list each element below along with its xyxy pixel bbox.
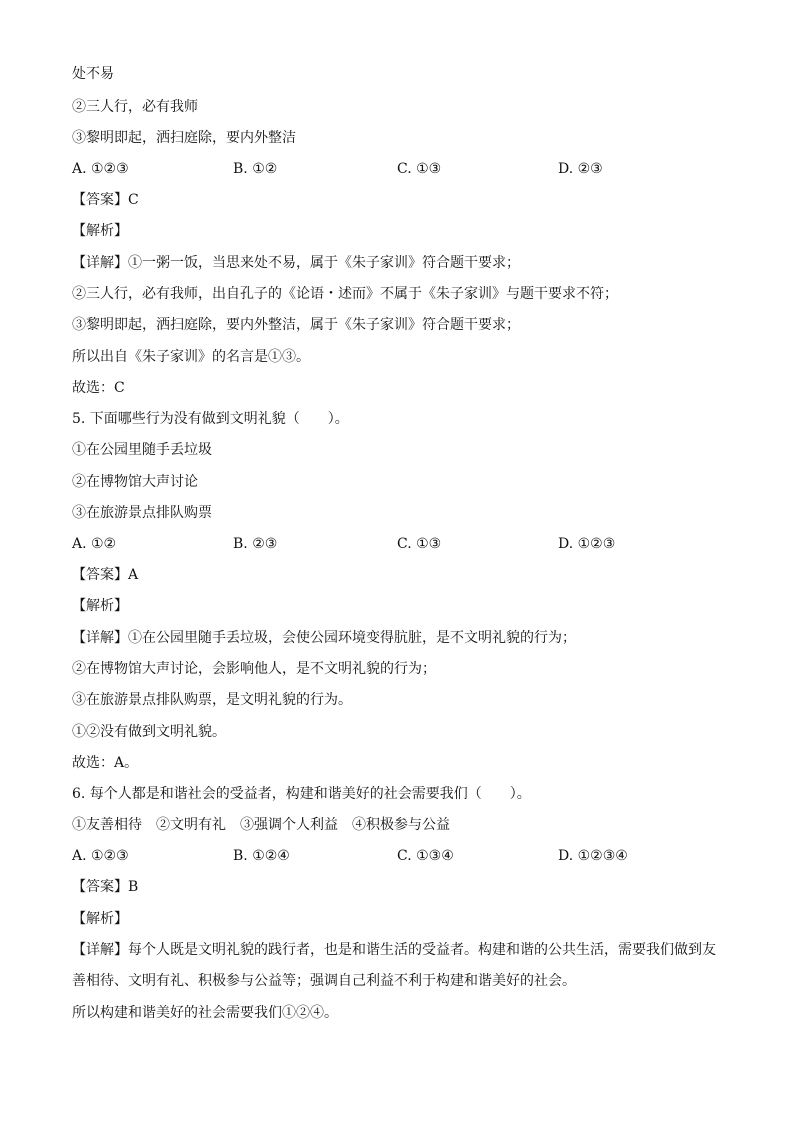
q5-options — [72, 534, 722, 554]
q5-detail-line-2: ②在博物馆大声讨论，会影响他人，是不文明礼貌的行为； — [72, 661, 436, 677]
q4-analysis-tag: 【解析】 — [72, 223, 128, 239]
q4-option-b: B. ①② — [233, 161, 278, 177]
q4-conclusion: 故选：C — [72, 380, 125, 396]
q6-detail-line-3: 所以构建和谐美好的社会需要我们①②④。 — [72, 1005, 338, 1021]
q6-detail-text-1: 每个人既是文明礼貌的践行者，也是和谐生活的受益者。构建和谐的公共生活，需要我们做到友 — [128, 942, 716, 958]
q4-item1-continuation: 处不易 — [72, 66, 114, 82]
q5-detail-line-1 — [72, 628, 576, 648]
q4-detail-tag: 【详解】 — [72, 255, 128, 271]
q5-answer-tag: 【答案】 — [72, 567, 128, 583]
q6-option-a: A. ①②③ — [72, 848, 129, 864]
q4-options — [72, 159, 722, 179]
q4-item2: ②三人行，必有我师 — [72, 99, 198, 115]
q4-detail-line-1 — [72, 253, 520, 273]
q4-answer-line — [72, 190, 139, 210]
q5-stem: 5. 下面哪些行为没有做到文明礼貌（ ）。 — [72, 411, 349, 427]
q5-conclusion: 故选：A。 — [72, 755, 139, 771]
q4-option-d: D. ②③ — [558, 161, 603, 177]
q6-items: ①友善相待 ②文明有礼 ③强调个人利益 ④积极参与公益 — [72, 817, 450, 833]
q5-option-a: A. ①② — [72, 536, 117, 552]
q4-item3: ③黎明即起，洒扫庭除，要内外整洁 — [72, 130, 296, 146]
q6-detail-line-2: 善相待、文明有礼、积极参与公益等；强调自己利益不利于构建和谐美好的社会。 — [72, 973, 576, 989]
q4-detail-line-4: 所以出自《朱子家训》的名言是①③。 — [72, 349, 310, 365]
q5-answer-value: A — [128, 567, 139, 583]
q6-answer-value: B — [128, 879, 139, 895]
q4-detail-line-3: ③黎明即起，洒扫庭除，要内外整洁，属于《朱子家训》符合题干要求； — [72, 317, 520, 333]
q6-answer-line — [72, 877, 138, 897]
q5-option-d: D. ①②③ — [558, 536, 616, 552]
q6-stem: 6. 每个人都是和谐社会的受益者，构建和谐美好的社会需要我们（ ）。 — [72, 786, 531, 802]
q4-answer-value: C — [128, 192, 139, 208]
q4-answer-tag: 【答案】 — [72, 192, 128, 208]
q5-detail-line-4: ①②没有做到文明礼貌。 — [72, 724, 226, 740]
q6-analysis-tag: 【解析】 — [72, 911, 128, 927]
q4-detail-text-1: ①一粥一饭，当思来处不易，属于《朱子家训》符合题干要求； — [128, 255, 520, 271]
q5-detail-line-3: ③在旅游景点排队购票，是文明礼貌的行为。 — [72, 692, 352, 708]
q5-option-c: C. ①③ — [397, 536, 442, 552]
q5-analysis-tag: 【解析】 — [72, 598, 128, 614]
q5-item-2: ②在博物馆大声讨论 — [72, 474, 198, 490]
q5-answer-line — [72, 565, 138, 585]
q6-detail-tag: 【详解】 — [72, 942, 128, 958]
q4-option-c: C. ①③ — [397, 161, 442, 177]
q6-answer-tag: 【答案】 — [72, 879, 128, 895]
q5-item-3: ③在旅游景点排队购票 — [72, 505, 212, 521]
q6-option-c: C. ①③④ — [397, 848, 454, 864]
q6-detail-line-1 — [72, 940, 716, 960]
q4-option-a: A. ①②③ — [72, 161, 129, 177]
q6-option-b: B. ①②④ — [233, 848, 290, 864]
q5-item-1: ①在公园里随手丢垃圾 — [72, 442, 212, 458]
q5-detail-tag: 【详解】 — [72, 630, 128, 646]
q6-option-d: D. ①②③④ — [558, 848, 628, 864]
q6-options — [72, 846, 722, 866]
q5-detail-text-1: ①在公园里随手丢垃圾，会使公园环境变得肮脏，是不文明礼貌的行为； — [128, 630, 576, 646]
q4-detail-line-2: ②三人行，必有我师，出自孔子的《论语・述而》不属于《朱子家训》与题干要求不符； — [72, 286, 618, 302]
q5-option-b: B. ②③ — [233, 536, 278, 552]
